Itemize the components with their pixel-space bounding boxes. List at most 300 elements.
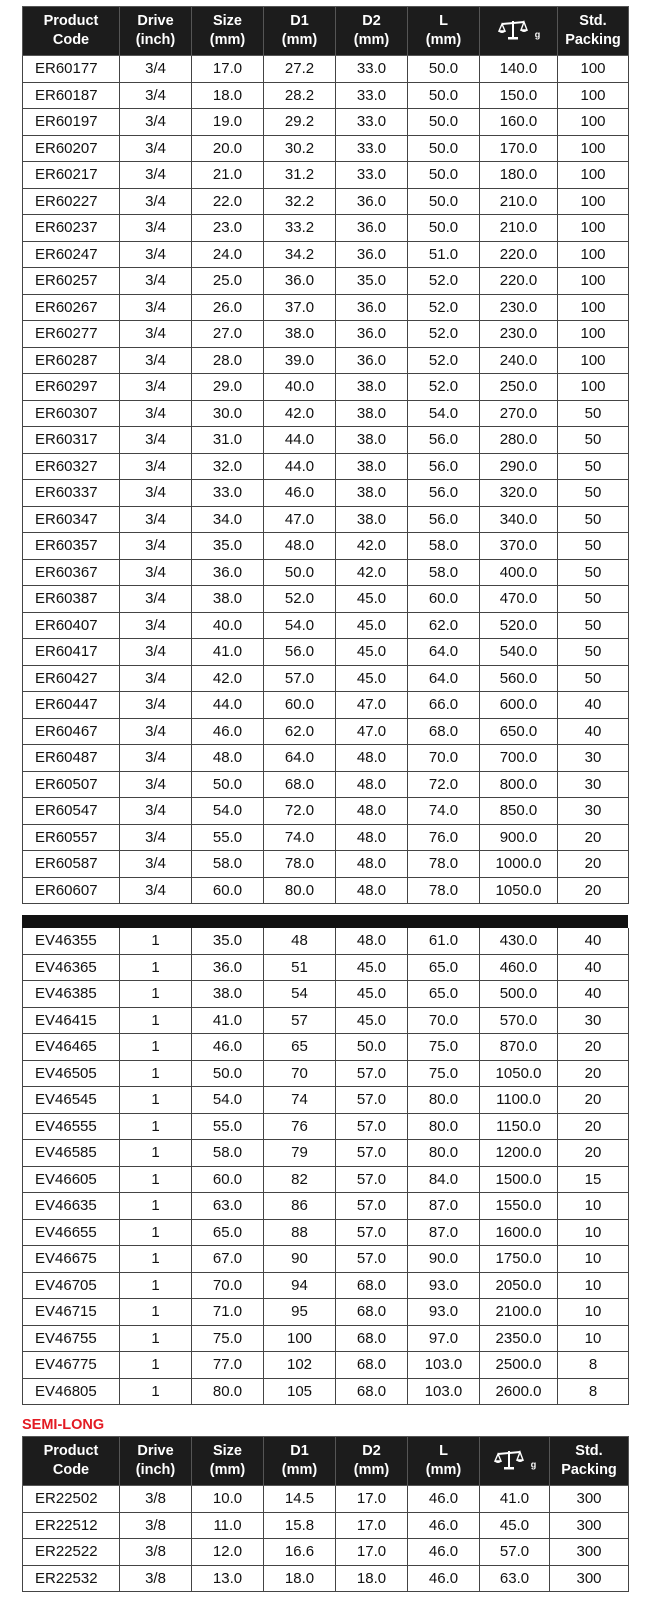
header-size-line: (mm) (209, 1462, 246, 1478)
table-row (23, 1246, 629, 1273)
cell-weight: 850.0 (480, 798, 558, 825)
header-length (408, 7, 480, 56)
cell-drive: 1 (120, 1352, 192, 1379)
cell-product-code: ER22502 (23, 1486, 120, 1513)
cell-d1: 68.0 (264, 771, 336, 798)
cell-std-packing: 10 (558, 1299, 629, 1326)
cell-d2: 42.0 (336, 559, 408, 586)
table-row (23, 1565, 629, 1592)
cell-std-packing: 30 (558, 771, 629, 798)
cell-length: 54.0 (408, 400, 480, 427)
cell-length: 78.0 (408, 877, 480, 904)
cell-size: 34.0 (192, 506, 264, 533)
cell-drive: 3/4 (120, 188, 192, 215)
table-row (23, 82, 629, 109)
cell-d1: 102 (264, 1352, 336, 1379)
cell-length: 50.0 (408, 162, 480, 189)
cell-size: 46.0 (192, 1034, 264, 1061)
cell-product-code: ER60267 (23, 294, 120, 321)
cell-drive: 3/4 (120, 877, 192, 904)
table-row (23, 1512, 629, 1539)
cell-weight: 500.0 (480, 981, 558, 1008)
cell-size: 41.0 (192, 1007, 264, 1034)
cell-d2: 48.0 (336, 877, 408, 904)
cell-std-packing: 8 (558, 1352, 629, 1379)
header-d2-line: D2 (362, 1443, 381, 1459)
table-row (23, 798, 629, 825)
cell-weight: 1050.0 (480, 1060, 558, 1087)
cell-length: 65.0 (408, 981, 480, 1008)
cell-length: 84.0 (408, 1166, 480, 1193)
cell-drive: 3/4 (120, 321, 192, 348)
socket-spec-table-3-4-drive (22, 6, 629, 904)
header-std-packing (558, 7, 629, 56)
cell-d1: 54 (264, 981, 336, 1008)
cell-d1: 30.2 (264, 135, 336, 162)
cell-length: 68.0 (408, 718, 480, 745)
cell-length: 75.0 (408, 1034, 480, 1061)
header-product-code (23, 7, 120, 56)
cell-weight: 1050.0 (480, 877, 558, 904)
cell-length: 64.0 (408, 639, 480, 666)
table-row (23, 559, 629, 586)
table-row (23, 1060, 629, 1087)
cell-size: 38.0 (192, 981, 264, 1008)
cell-d1: 39.0 (264, 347, 336, 374)
cell-std-packing: 100 (558, 188, 629, 215)
cell-drive: 3/4 (120, 506, 192, 533)
cell-std-packing: 100 (558, 162, 629, 189)
cell-size: 35.0 (192, 928, 264, 954)
table-row (23, 877, 629, 904)
cell-product-code: ER60387 (23, 586, 120, 613)
cell-product-code: ER60607 (23, 877, 120, 904)
cell-size: 23.0 (192, 215, 264, 242)
cell-drive: 3/4 (120, 771, 192, 798)
cell-std-packing: 300 (550, 1565, 629, 1592)
table-row (23, 1272, 629, 1299)
cell-weight: 650.0 (480, 718, 558, 745)
cell-size: 54.0 (192, 798, 264, 825)
cell-weight: 2050.0 (480, 1272, 558, 1299)
cell-drive: 1 (120, 1219, 192, 1246)
cell-size: 77.0 (192, 1352, 264, 1379)
cell-drive: 3/4 (120, 453, 192, 480)
cell-d1: 70 (264, 1060, 336, 1087)
table-row (23, 1193, 629, 1220)
cell-drive: 1 (120, 1060, 192, 1087)
cell-drive: 1 (120, 1140, 192, 1167)
cell-d1: 65 (264, 1034, 336, 1061)
cell-d2: 48.0 (336, 798, 408, 825)
table-row (23, 718, 629, 745)
cell-weight: 1600.0 (480, 1219, 558, 1246)
cell-drive: 1 (120, 1007, 192, 1034)
cell-drive: 3/4 (120, 109, 192, 136)
cell-length: 50.0 (408, 82, 480, 109)
cell-product-code: ER60277 (23, 321, 120, 348)
cell-drive: 3/4 (120, 374, 192, 401)
header-d2 (336, 1437, 408, 1486)
table-row (23, 824, 629, 851)
cell-weight: 540.0 (480, 639, 558, 666)
header-d1-line: (mm) (281, 32, 318, 48)
cell-size: 12.0 (192, 1539, 264, 1566)
cell-length: 78.0 (408, 851, 480, 878)
cell-length: 76.0 (408, 824, 480, 851)
cell-product-code: ER60417 (23, 639, 120, 666)
cell-drive: 3/4 (120, 824, 192, 851)
cell-d2: 18.0 (336, 1565, 408, 1592)
cell-std-packing: 40 (558, 981, 629, 1008)
cell-length: 51.0 (408, 241, 480, 268)
cell-d1: 40.0 (264, 374, 336, 401)
cell-product-code: ER60257 (23, 268, 120, 295)
cell-d2: 48.0 (336, 745, 408, 772)
cell-length: 46.0 (408, 1486, 480, 1513)
header-product-code-line: Code (52, 32, 90, 48)
header-size-line: Size (212, 13, 242, 29)
cell-product-code: EV46365 (23, 954, 120, 981)
cell-length: 97.0 (408, 1325, 480, 1352)
cell-size: 65.0 (192, 1219, 264, 1246)
table-row (23, 56, 629, 83)
cell-length: 103.0 (408, 1352, 480, 1379)
header-std-packing-line: Std. (579, 13, 607, 29)
cell-drive: 3/8 (120, 1486, 192, 1513)
cell-length: 80.0 (408, 1087, 480, 1114)
cell-weight: 1500.0 (480, 1166, 558, 1193)
cell-drive: 3/4 (120, 56, 192, 83)
cell-weight: 340.0 (480, 506, 558, 533)
cell-std-packing: 20 (558, 1113, 629, 1140)
cell-weight: 170.0 (480, 135, 558, 162)
table-row (23, 981, 629, 1008)
cell-product-code: EV46715 (23, 1299, 120, 1326)
table-row (23, 954, 629, 981)
cell-d2: 36.0 (336, 215, 408, 242)
cell-weight: 600.0 (480, 692, 558, 719)
header-drive (120, 7, 192, 56)
cell-size: 38.0 (192, 586, 264, 613)
cell-drive: 3/8 (120, 1539, 192, 1566)
cell-d2: 36.0 (336, 321, 408, 348)
cell-drive: 3/4 (120, 639, 192, 666)
cell-length: 61.0 (408, 928, 480, 954)
cell-size: 80.0 (192, 1378, 264, 1405)
cell-size: 60.0 (192, 877, 264, 904)
cell-weight: 1150.0 (480, 1113, 558, 1140)
header-product-code (23, 1437, 120, 1486)
cell-weight: 460.0 (480, 954, 558, 981)
cell-d1: 48.0 (264, 533, 336, 560)
table-row (23, 1352, 629, 1379)
cell-d1: 54.0 (264, 612, 336, 639)
header-size (192, 7, 264, 56)
cell-weight: 370.0 (480, 533, 558, 560)
cell-length: 52.0 (408, 268, 480, 295)
cell-size: 28.0 (192, 347, 264, 374)
cell-product-code: EV46555 (23, 1113, 120, 1140)
cell-product-code: ER60347 (23, 506, 120, 533)
cell-size: 50.0 (192, 771, 264, 798)
cell-drive: 3/8 (120, 1565, 192, 1592)
cell-product-code: EV46505 (23, 1060, 120, 1087)
cell-size: 13.0 (192, 1565, 264, 1592)
cell-length: 50.0 (408, 56, 480, 83)
cell-d2: 45.0 (336, 586, 408, 613)
cell-d1: 74.0 (264, 824, 336, 851)
cell-std-packing: 10 (558, 1219, 629, 1246)
table-row (23, 1140, 629, 1167)
cell-d2: 38.0 (336, 427, 408, 454)
header-drive-line: Drive (137, 13, 174, 29)
table-row (23, 928, 629, 954)
table-row (23, 347, 629, 374)
cell-weight: 2500.0 (480, 1352, 558, 1379)
cell-d1: 18.0 (264, 1565, 336, 1592)
header-weight (480, 7, 558, 56)
cell-std-packing: 8 (558, 1378, 629, 1405)
header-d2-line: (mm) (353, 1462, 390, 1478)
table-row (23, 1113, 629, 1140)
header-std-packing (550, 1437, 629, 1486)
cell-drive: 3/4 (120, 215, 192, 242)
cell-drive: 1 (120, 1325, 192, 1352)
cell-d2: 38.0 (336, 506, 408, 533)
cell-std-packing: 20 (558, 824, 629, 851)
cell-product-code: ER60247 (23, 241, 120, 268)
cell-drive: 3/4 (120, 294, 192, 321)
cell-weight: 45.0 (480, 1512, 550, 1539)
header-length-line: (mm) (425, 1462, 462, 1478)
header-product-code-line: Product (43, 1443, 99, 1459)
cell-std-packing: 40 (558, 718, 629, 745)
cell-size: 67.0 (192, 1246, 264, 1273)
cell-d1: 57.0 (264, 665, 336, 692)
cell-std-packing: 100 (558, 294, 629, 321)
cell-d2: 68.0 (336, 1378, 408, 1405)
cell-d2: 57.0 (336, 1166, 408, 1193)
socket-spec-table-1-inch-drive (22, 928, 629, 1405)
cell-size: 26.0 (192, 294, 264, 321)
cell-d1: 37.0 (264, 294, 336, 321)
cell-d2: 48.0 (336, 928, 408, 954)
table-row (23, 400, 629, 427)
cell-weight: 2600.0 (480, 1378, 558, 1405)
cell-product-code: ER60287 (23, 347, 120, 374)
cell-size: 32.0 (192, 453, 264, 480)
cell-drive: 3/4 (120, 427, 192, 454)
cell-drive: 3/4 (120, 135, 192, 162)
cell-length: 52.0 (408, 321, 480, 348)
cell-size: 36.0 (192, 559, 264, 586)
cell-length: 70.0 (408, 745, 480, 772)
cell-length: 93.0 (408, 1272, 480, 1299)
header-d2 (336, 7, 408, 56)
cell-product-code: EV46705 (23, 1272, 120, 1299)
cell-d2: 33.0 (336, 162, 408, 189)
cell-weight: 430.0 (480, 928, 558, 954)
cell-size: 19.0 (192, 109, 264, 136)
cell-std-packing: 100 (558, 82, 629, 109)
cell-d1: 44.0 (264, 427, 336, 454)
cell-length: 52.0 (408, 347, 480, 374)
table-row (23, 1325, 629, 1352)
table-row (23, 692, 629, 719)
cell-d1: 100 (264, 1325, 336, 1352)
cell-d1: 28.2 (264, 82, 336, 109)
cell-drive: 3/4 (120, 400, 192, 427)
cell-d1: 15.8 (264, 1512, 336, 1539)
cell-size: 46.0 (192, 718, 264, 745)
cell-std-packing: 20 (558, 1034, 629, 1061)
cell-d1: 36.0 (264, 268, 336, 295)
table-row (23, 1007, 629, 1034)
cell-size: 50.0 (192, 1060, 264, 1087)
cell-d2: 57.0 (336, 1219, 408, 1246)
cell-std-packing: 50 (558, 427, 629, 454)
cell-weight: 290.0 (480, 453, 558, 480)
cell-product-code: EV46545 (23, 1087, 120, 1114)
header-product-code-line: Code (52, 1462, 90, 1478)
cell-d2: 38.0 (336, 400, 408, 427)
table-row (23, 321, 629, 348)
table-row (23, 851, 629, 878)
cell-d1: 27.2 (264, 56, 336, 83)
table-row (23, 162, 629, 189)
cell-std-packing: 100 (558, 374, 629, 401)
cell-d2: 33.0 (336, 56, 408, 83)
cell-drive: 3/4 (120, 612, 192, 639)
cell-size: 40.0 (192, 612, 264, 639)
cell-weight: 250.0 (480, 374, 558, 401)
cell-d1: 44.0 (264, 453, 336, 480)
cell-std-packing: 40 (558, 928, 629, 954)
table-row (23, 612, 629, 639)
cell-d2: 36.0 (336, 294, 408, 321)
cell-length: 52.0 (408, 374, 480, 401)
cell-product-code: EV46775 (23, 1352, 120, 1379)
cell-length: 90.0 (408, 1246, 480, 1273)
cell-d2: 57.0 (336, 1087, 408, 1114)
cell-std-packing: 20 (558, 877, 629, 904)
cell-size: 58.0 (192, 851, 264, 878)
table-row (23, 506, 629, 533)
weight-unit-label: g (530, 1459, 537, 1470)
cell-length: 80.0 (408, 1113, 480, 1140)
cell-size: 24.0 (192, 241, 264, 268)
cell-d2: 36.0 (336, 188, 408, 215)
cell-d2: 68.0 (336, 1352, 408, 1379)
cell-d2: 57.0 (336, 1246, 408, 1273)
cell-drive: 3/4 (120, 347, 192, 374)
cell-product-code: ER22522 (23, 1539, 120, 1566)
cell-size: 22.0 (192, 188, 264, 215)
cell-d2: 36.0 (336, 241, 408, 268)
cell-std-packing: 50 (558, 586, 629, 613)
cell-d1: 34.2 (264, 241, 336, 268)
cell-d1: 33.2 (264, 215, 336, 242)
cell-d2: 33.0 (336, 135, 408, 162)
cell-d1: 79 (264, 1140, 336, 1167)
table-row (23, 1219, 629, 1246)
cell-drive: 3/4 (120, 718, 192, 745)
cell-d1: 64.0 (264, 745, 336, 772)
cell-d1: 82 (264, 1166, 336, 1193)
cell-weight: 160.0 (480, 109, 558, 136)
cell-size: 58.0 (192, 1140, 264, 1167)
header-size (192, 1437, 264, 1486)
cell-d1: 16.6 (264, 1539, 336, 1566)
cell-length: 75.0 (408, 1060, 480, 1087)
cell-d2: 45.0 (336, 639, 408, 666)
table-row (23, 639, 629, 666)
cell-size: 33.0 (192, 480, 264, 507)
cell-length: 62.0 (408, 612, 480, 639)
table-row (23, 1486, 629, 1513)
cell-length: 65.0 (408, 954, 480, 981)
cell-d1: 48 (264, 928, 336, 954)
cell-drive: 3/4 (120, 745, 192, 772)
cell-product-code: ER60367 (23, 559, 120, 586)
cell-product-code: EV46635 (23, 1193, 120, 1220)
cell-length: 87.0 (408, 1219, 480, 1246)
header-d2-line: (mm) (353, 32, 390, 48)
cell-size: 55.0 (192, 824, 264, 851)
socket-spec-table-semi-long (22, 1436, 629, 1592)
cell-std-packing: 10 (558, 1272, 629, 1299)
cell-weight: 2100.0 (480, 1299, 558, 1326)
cell-d1: 56.0 (264, 639, 336, 666)
cell-d1: 76 (264, 1113, 336, 1140)
table-row (23, 188, 629, 215)
cell-d2: 68.0 (336, 1325, 408, 1352)
cell-std-packing: 100 (558, 135, 629, 162)
cell-product-code: EV46355 (23, 928, 120, 954)
cell-length: 66.0 (408, 692, 480, 719)
cell-length: 56.0 (408, 506, 480, 533)
cell-size: 42.0 (192, 665, 264, 692)
cell-d1: 52.0 (264, 586, 336, 613)
cell-product-code: ER60337 (23, 480, 120, 507)
header-product-code-line: Product (43, 13, 99, 29)
cell-size: 60.0 (192, 1166, 264, 1193)
cell-d2: 38.0 (336, 453, 408, 480)
cell-product-code: EV46755 (23, 1325, 120, 1352)
table-row (23, 665, 629, 692)
header-drive-line: (inch) (135, 1462, 176, 1478)
table-header-row (23, 7, 629, 56)
table-row (23, 533, 629, 560)
cell-size: 29.0 (192, 374, 264, 401)
table-header-row (23, 1437, 629, 1486)
table-row (23, 241, 629, 268)
cell-product-code: ER60217 (23, 162, 120, 189)
cell-d2: 17.0 (336, 1486, 408, 1513)
cell-d2: 68.0 (336, 1272, 408, 1299)
cell-d2: 57.0 (336, 1113, 408, 1140)
cell-std-packing: 30 (558, 1007, 629, 1034)
table-row (23, 745, 629, 772)
cell-d2: 47.0 (336, 692, 408, 719)
cell-product-code: ER60407 (23, 612, 120, 639)
cell-product-code: ER22532 (23, 1565, 120, 1592)
header-d1-line: D1 (290, 13, 309, 29)
cell-length: 58.0 (408, 559, 480, 586)
header-std-packing-line: Packing (565, 32, 621, 48)
cell-drive: 1 (120, 1246, 192, 1273)
